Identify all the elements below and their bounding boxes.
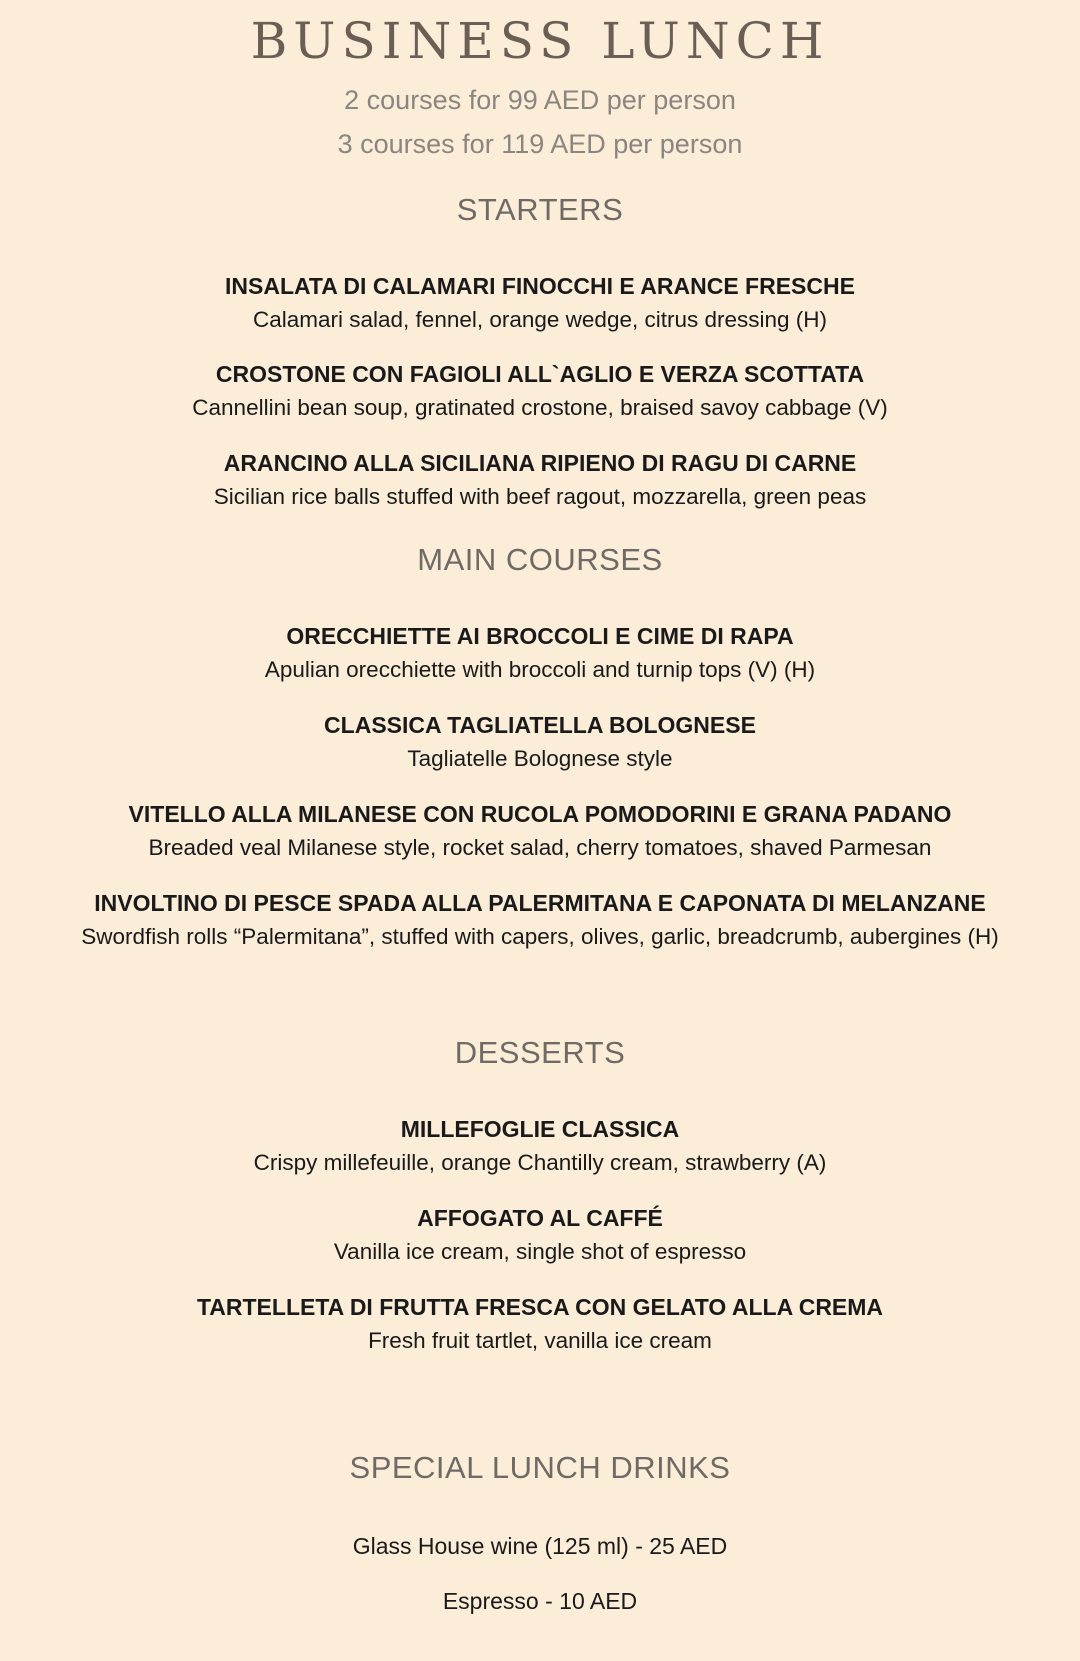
dish-item [0,447,1080,513]
dish-description: Cannellini bean soup, gratinated crostone, braised savoy cabbage (V) [192,395,888,420]
dish-description: Tagliatelle Bolognese style [407,746,673,771]
section-heading-main-courses: MAIN COURSES [417,542,663,577]
price-two-courses: 2 courses for 99 AED per person [344,85,736,115]
dish-name: ARANCINO ALLA SICILIANA RIPIENO DI RAGU DI CARNE [223,450,857,476]
dish-item [0,620,1080,686]
dish-description: Apulian orecchiette with broccoli and turnip tops (V) (H) [264,657,816,682]
dish-item [0,709,1080,775]
price-three-courses: 3 courses for 119 AED per person [337,129,743,159]
dish-name: AFFOGATO AL CAFFÉ [417,1205,663,1231]
dish-name: ORECCHIETTE AI BROCCOLI E CIME DI RAPA [286,623,794,649]
dish-name: CLASSICA TAGLIATELLA BOLOGNESE [324,712,756,738]
drink-item: Glass House wine (125 ml) - 25 AED [352,1533,728,1559]
dish-item [0,1113,1080,1179]
dish-item [0,1202,1080,1268]
dish-name: CROSTONE CON FAGIOLI ALL`AGLIO E VERZA SCOTTATA [215,361,865,387]
dish-name: INSALATA DI CALAMARI FINOCCHI E ARANCE FRESCHE [225,273,855,299]
dish-description: Crispy millefeuille, orange Chantilly cream, strawberry (A) [253,1150,827,1175]
dish-name: VITELLO ALLA MILANESE CON RUCOLA POMODORINI E GRANA PADANO [128,801,952,827]
dish-item [0,358,1080,424]
section-heading-starters: STARTERS [456,192,624,227]
dish-item [0,270,1080,336]
dish-description: Calamari salad, fennel, orange wedge, citrus dressing (H) [252,307,828,332]
dish-item [0,798,1080,864]
dish-description: Breaded veal Milanese style, rocket salad, cherry tomatoes, shaved Parmesan [148,835,932,860]
dish-description: Swordfish rolls “Palermitana”, stuffed with capers, olives, garlic, breadcrumb, aubergines (H) [81,924,999,949]
dish-description: Sicilian rice balls stuffed with beef ragout, mozzarella, green peas [213,484,867,509]
dish-description: Vanilla ice cream, single shot of espresso [333,1239,747,1264]
section-heading-special-lunch-drinks: SPECIAL LUNCH DRINKS [349,1450,731,1485]
dish-name: TARTELLETA DI FRUTTA FRESCA CON GELATO ALLA CREMA [196,1294,884,1320]
dish-name: MILLEFOGLIE CLASSICA [400,1116,680,1142]
section-heading-desserts: DESSERTS [454,1035,626,1070]
dish-item [0,1291,1080,1357]
drink-item: Espresso - 10 AED [442,1588,638,1614]
dish-item [0,887,1080,953]
dish-name: INVOLTINO DI PESCE SPADA ALLA PALERMITANA E CAPONATA DI MELANZANE [94,890,986,916]
dish-description: Fresh fruit tartlet, vanilla ice cream [368,1328,712,1353]
menu-title: BUSINESS LUNCH [250,12,830,70]
